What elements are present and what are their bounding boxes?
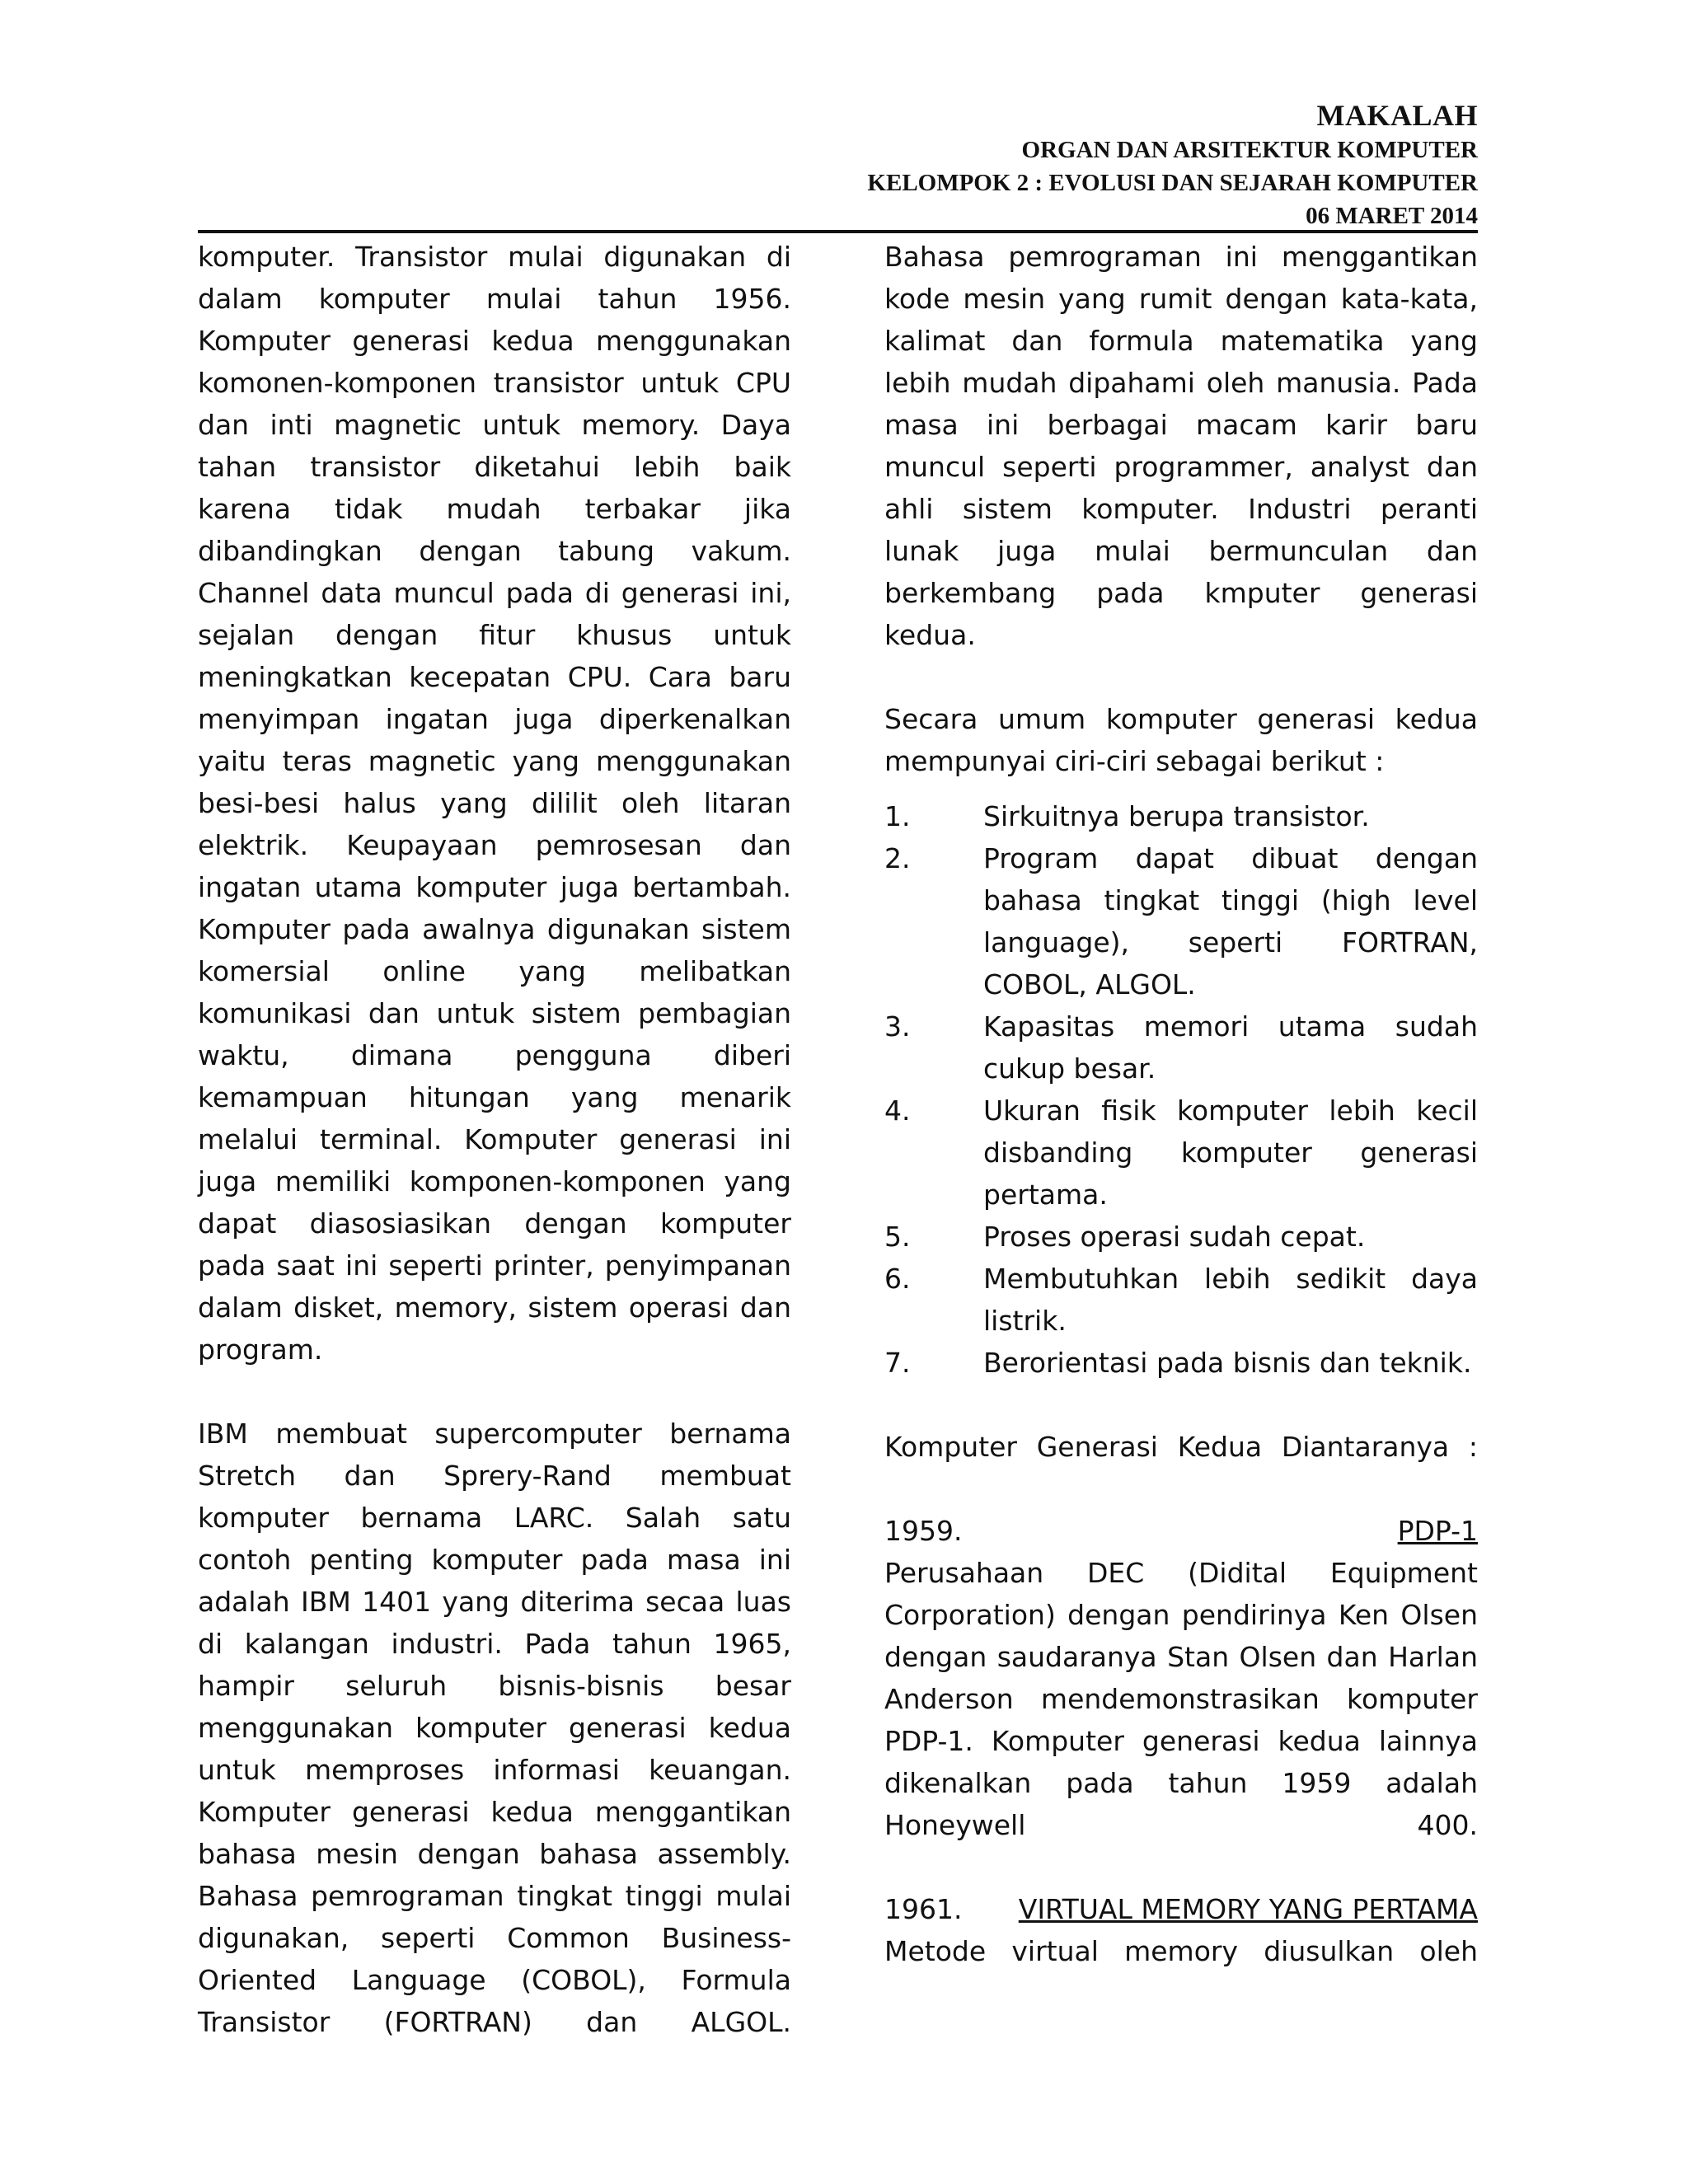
header-date: 06 MARET 2014 <box>1306 203 1478 229</box>
entry-1961-text: Metode virtual memory diusulkan oleh <box>884 1935 1478 1967</box>
characteristics-list <box>884 795 1478 1384</box>
list-item: 7. Berorientasi pada bisnis dan teknik. <box>884 1347 1472 1379</box>
left-column <box>198 236 791 2043</box>
entry-1959-year: 1959. <box>884 1515 963 1547</box>
entry-1961-title: VIRTUAL MEMORY YANG PERTAMA <box>1018 1893 1478 1925</box>
entry-1961-heading <box>884 1888 1478 1930</box>
right-paragraph-3: Komputer Generasi Kedua Diantaranya : <box>884 1431 1478 1463</box>
header-group: KELOMPOK 2 : EVOLUSI DAN SEJARAH KOMPUTER <box>867 170 1478 196</box>
entry-1959-title: PDP-1 <box>1397 1515 1478 1547</box>
entry-1961-year: 1961. <box>884 1893 963 1925</box>
right-paragraph-1: Bahasa pemrograman ini menggantikan kode mesin yang rumit dengan kata-kata, kalimat dan formula matematika yang lebih mudah dipahami oleh manusia. Pada masa ini berbagai macam karir baru muncul seperti programmer, analyst dan ahli sistem komputer. Industri peranti lunak juga mulai bermunculan dan berkembang pada kmputer generasi kedua. <box>884 241 1478 651</box>
list-item: 3. Kapasitas memori utama sudah cukup besar. <box>884 1010 1478 1085</box>
entry-1959-heading <box>884 1510 1478 1552</box>
header-course: ORGAN DAN ARSITEKTUR KOMPUTER <box>1021 137 1478 163</box>
list-item: 6. Membutuhkan lebih sedikit daya listrik. <box>884 1263 1478 1337</box>
page-header <box>406 97 1478 232</box>
list-item: 2. Program dapat dibuat dengan bahasa tingkat tinggi (high level language), seperti FORTRAN, COBOL, ALGOL. <box>884 842 1478 1001</box>
left-paragraph-1: komputer. Transistor mulai digunakan di dalam komputer mulai tahun 1956. Komputer generasi kedua menggunakan komonen-komponen transistor untuk CPU dan inti magnetic untuk memory. Daya tahan transistor diketahui lebih baik karena tidak mudah terbakar jika dibandingkan dengan tabung vakum. Channel data muncul pada di generasi ini, sejalan dengan fitur khusus untuk meningkatkan kecepatan CPU. Cara baru menyimpan ingatan juga diperkenalkan yaitu teras magnetic yang menggunakan besi-besi halus yang dililit oleh litaran elektrik. Keupayaan pemrosesan dan ingatan utama komputer juga bertambah. Komputer pada awalnya digunakan sistem komersial online yang melibatkan komunikasi dan untuk sistem pembagian waktu, dimana pengguna diberi kemampuan hitungan yang menarik melalui terminal. Komputer generasi ini juga memiliki komponen-komponen yang dapat diasosiasikan dengan komputer pada saat ini seperti printer, penyimpanan dalam disket, memory, sistem operasi dan program. <box>198 241 791 1366</box>
list-item: 5. Proses operasi sudah cepat. <box>884 1221 1366 1253</box>
header-rule <box>198 230 1478 233</box>
list-item: 1. Sirkuitnya berupa transistor. <box>884 800 1370 832</box>
left-paragraph-2: IBM membuat supercomputer bernama Stretch dan Sprery-Rand membuat komputer bernama LARC. Salah satu contoh penting komputer pada masa ini adalah IBM 1401 yang diterima secaa luas di kalangan industri. Pada tahun 1965, hampir seluruh bisnis-bisnis besar menggunakan komputer generasi kedua untuk memproses informasi keuangan. Komputer generasi kedua menggantikan bahasa mesin dengan bahasa assembly. Bahasa pemrograman tingkat tinggi mulai digunakan, seperti Common Business-Oriented Language (COBOL), Formula Transistor (FORTRAN) dan ALGOL. <box>198 1418 791 2038</box>
right-column <box>884 236 1478 1972</box>
entry-1959-text: Perusahaan DEC (Didital Equipment Corporation) dengan pendirinya Ken Olsen dengan saudaranya Stan Olsen dan Harlan Anderson mendemonstrasikan komputer PDP-1. Komputer generasi kedua lainnya dikenalkan pada tahun 1959 adalah Honeywell 400. <box>884 1557 1478 1841</box>
list-item: 4. Ukuran fisik komputer lebih kecil disbanding komputer generasi pertama. <box>884 1094 1478 1211</box>
header-title: MAKALAH <box>1316 99 1478 132</box>
right-paragraph-2: Secara umum komputer generasi kedua mempunyai ciri-ciri sebagai berikut : <box>884 703 1478 777</box>
